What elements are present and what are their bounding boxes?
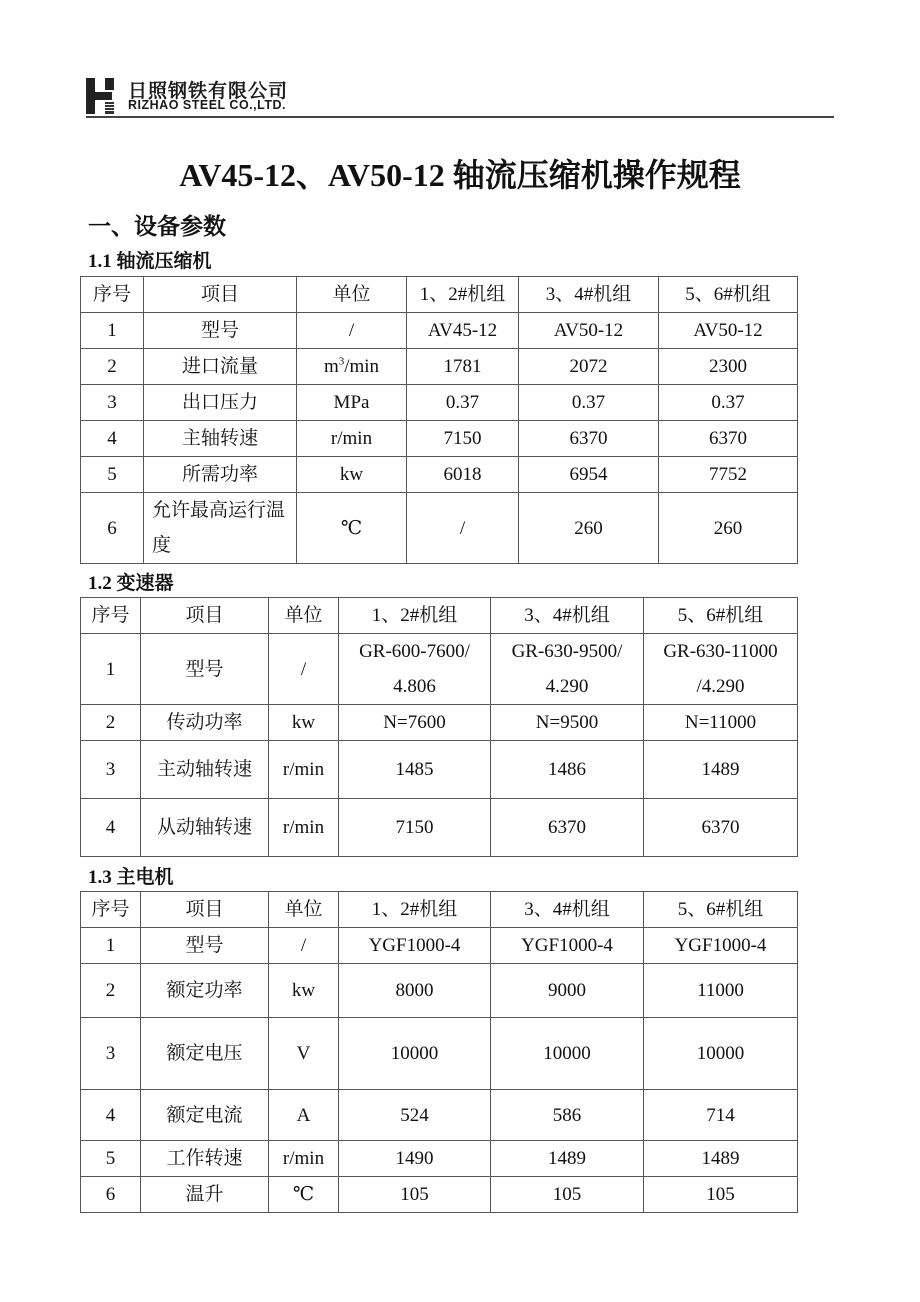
cell-u56: N=11000 [644, 705, 798, 741]
cell-u34: 586 [491, 1090, 644, 1141]
cell-u12: YGF1000-4 [339, 928, 491, 964]
cell-unit: r/min [297, 421, 407, 457]
cell-u12: 6018 [407, 457, 519, 493]
cell-u56: 1489 [644, 741, 798, 799]
cell-item: 工作转速 [141, 1141, 269, 1177]
cell-u12: 10000 [339, 1018, 491, 1090]
cell-u12: 1485 [339, 741, 491, 799]
cell-item: 允许最高运行温度 [144, 493, 297, 564]
header-cell: 单位 [297, 277, 407, 313]
cell-unit: kw [297, 457, 407, 493]
cell-u12: 7150 [407, 421, 519, 457]
cell-u34: 2072 [519, 349, 659, 385]
table-row [81, 799, 798, 857]
cell-item: 传动功率 [141, 705, 269, 741]
table-header-row [81, 277, 798, 313]
cell-u12: 1490 [339, 1141, 491, 1177]
header-cell: 3、4#机组 [519, 277, 659, 313]
cell-u56: 1489 [644, 1141, 798, 1177]
cell-u34: 10000 [491, 1018, 644, 1090]
cell-u34: 6370 [491, 799, 644, 857]
cell-u34: 1486 [491, 741, 644, 799]
cell-u34: 6954 [519, 457, 659, 493]
cell-u56: 714 [644, 1090, 798, 1141]
cell-u56: YGF1000-4 [644, 928, 798, 964]
header-cell: 序号 [81, 277, 144, 313]
cell-no: 3 [81, 385, 144, 421]
header-cell: 1、2#机组 [339, 892, 491, 928]
cell-no: 1 [81, 313, 144, 349]
cell-no: 5 [81, 1141, 141, 1177]
cell-u56: 105 [644, 1177, 798, 1213]
cell-no: 4 [81, 421, 144, 457]
cell-unit: A [269, 1090, 339, 1141]
table-row [81, 1141, 798, 1177]
header-cell: 5、6#机组 [644, 892, 798, 928]
cell-u12: 8000 [339, 964, 491, 1018]
cell-unit: V [269, 1018, 339, 1090]
cell-item: 型号 [144, 313, 297, 349]
header-cell: 1、2#机组 [407, 277, 519, 313]
cell-no: 2 [81, 705, 141, 741]
cell-u56: 0.37 [659, 385, 798, 421]
cell-item: 主动轴转速 [141, 741, 269, 799]
cell-unit: kw [269, 964, 339, 1018]
cell-item: 从动轴转速 [141, 799, 269, 857]
cell-unit: / [297, 313, 407, 349]
header-cell: 项目 [141, 892, 269, 928]
table-row [81, 349, 798, 385]
table-header-row [81, 892, 798, 928]
cell-no: 2 [81, 964, 141, 1018]
cell-unit: / [269, 634, 339, 705]
table-row [81, 964, 798, 1018]
table-header-row [81, 598, 798, 634]
cell-u34: 9000 [491, 964, 644, 1018]
unit-rest: /min [344, 356, 380, 377]
cell-u56: 6370 [659, 421, 798, 457]
cell-item: 主轴转速 [144, 421, 297, 457]
cell-u12: 105 [339, 1177, 491, 1213]
cell-no: 5 [81, 457, 144, 493]
cell-u12: N=7600 [339, 705, 491, 741]
cell-u12: GR-600-7600/ 4.806 [339, 634, 491, 705]
section-heading: 一、设备参数 [88, 214, 226, 239]
cell-unit: r/min [269, 799, 339, 857]
cell-item: 所需功率 [144, 457, 297, 493]
motor-heading: 1.3 主电机 [88, 867, 174, 888]
cell-no: 6 [81, 493, 144, 564]
cell-unit: r/min [269, 1141, 339, 1177]
compressor-table [80, 276, 798, 564]
cell-unit: / [269, 928, 339, 964]
header-cell: 3、4#机组 [491, 892, 644, 928]
cell-unit [297, 349, 407, 385]
cell-no: 3 [81, 1018, 141, 1090]
motor-table [80, 891, 798, 1213]
table-row [81, 705, 798, 741]
table-row [81, 493, 798, 564]
table-row [81, 634, 798, 705]
cell-u12: 1781 [407, 349, 519, 385]
rizhao-h-logo-icon [86, 78, 120, 114]
cell-u34: 260 [519, 493, 659, 564]
cell-item: 进口流量 [144, 349, 297, 385]
cell-u56: 260 [659, 493, 798, 564]
header-cell: 3、4#机组 [491, 598, 644, 634]
document-title: AV45-12、AV50-12 轴流压缩机操作规程 [179, 157, 741, 193]
table-row [81, 421, 798, 457]
cell-unit: r/min [269, 741, 339, 799]
compressor-heading: 1.1 轴流压缩机 [88, 251, 212, 272]
cell-u34: GR-630-9500/ 4.290 [491, 634, 644, 705]
cell-no: 1 [81, 928, 141, 964]
cell-unit: kw [269, 705, 339, 741]
cell-u12: / [407, 493, 519, 564]
cell-u56: AV50-12 [659, 313, 798, 349]
cell-u56: 7752 [659, 457, 798, 493]
table-row [81, 928, 798, 964]
header-cell: 序号 [81, 598, 141, 634]
company-name-cn: 日照钢铁有限公司 [128, 80, 289, 102]
cell-item: 额定功率 [141, 964, 269, 1018]
cell-u56: GR-630-11000 /4.290 [644, 634, 798, 705]
header-cell: 项目 [141, 598, 269, 634]
cell-u34: 1489 [491, 1141, 644, 1177]
cell-item: 额定电流 [141, 1090, 269, 1141]
cell-u34: 0.37 [519, 385, 659, 421]
gearbox-heading: 1.2 变速器 [88, 573, 174, 594]
cell-no: 2 [81, 349, 144, 385]
header-cell: 5、6#机组 [644, 598, 798, 634]
unit-base: m [323, 356, 339, 377]
cell-no: 4 [81, 1090, 141, 1141]
cell-u12: 7150 [339, 799, 491, 857]
cell-no: 1 [81, 634, 141, 705]
cell-no: 4 [81, 799, 141, 857]
cell-no: 3 [81, 741, 141, 799]
cell-u12: 0.37 [407, 385, 519, 421]
cell-unit: ℃ [297, 493, 407, 564]
company-name-en: RIZHAO STEEL CO.,LTD. [128, 98, 286, 112]
cell-item: 额定电压 [141, 1018, 269, 1090]
cell-u56: 6370 [644, 799, 798, 857]
cell-u12: 524 [339, 1090, 491, 1141]
cell-u56: 2300 [659, 349, 798, 385]
cell-item: 出口压力 [144, 385, 297, 421]
header-divider [86, 116, 834, 118]
header-cell: 序号 [81, 892, 141, 928]
cell-item: 型号 [141, 928, 269, 964]
cell-u34: N=9500 [491, 705, 644, 741]
cell-item: 型号 [141, 634, 269, 705]
cell-u34: AV50-12 [519, 313, 659, 349]
table-row [81, 457, 798, 493]
table-row [81, 741, 798, 799]
header-cell: 项目 [144, 277, 297, 313]
cell-u34: 105 [491, 1177, 644, 1213]
cell-u12: AV45-12 [407, 313, 519, 349]
header-cell: 单位 [269, 598, 339, 634]
gearbox-table [80, 597, 798, 857]
cell-unit: ℃ [269, 1177, 339, 1213]
cell-unit: MPa [297, 385, 407, 421]
page-header [86, 74, 834, 118]
table-row [81, 1090, 798, 1141]
table-row [81, 385, 798, 421]
header-cell: 5、6#机组 [659, 277, 798, 313]
cell-u34: YGF1000-4 [491, 928, 644, 964]
cell-no: 6 [81, 1177, 141, 1213]
cell-item: 温升 [141, 1177, 269, 1213]
table-row [81, 1018, 798, 1090]
table-row [81, 1177, 798, 1213]
header-cell: 单位 [269, 892, 339, 928]
table-row [81, 313, 798, 349]
header-cell: 1、2#机组 [339, 598, 491, 634]
unit-superscript: 3 [338, 355, 345, 368]
cell-u34: 6370 [519, 421, 659, 457]
cell-u56: 10000 [644, 1018, 798, 1090]
cell-u56: 11000 [644, 964, 798, 1018]
